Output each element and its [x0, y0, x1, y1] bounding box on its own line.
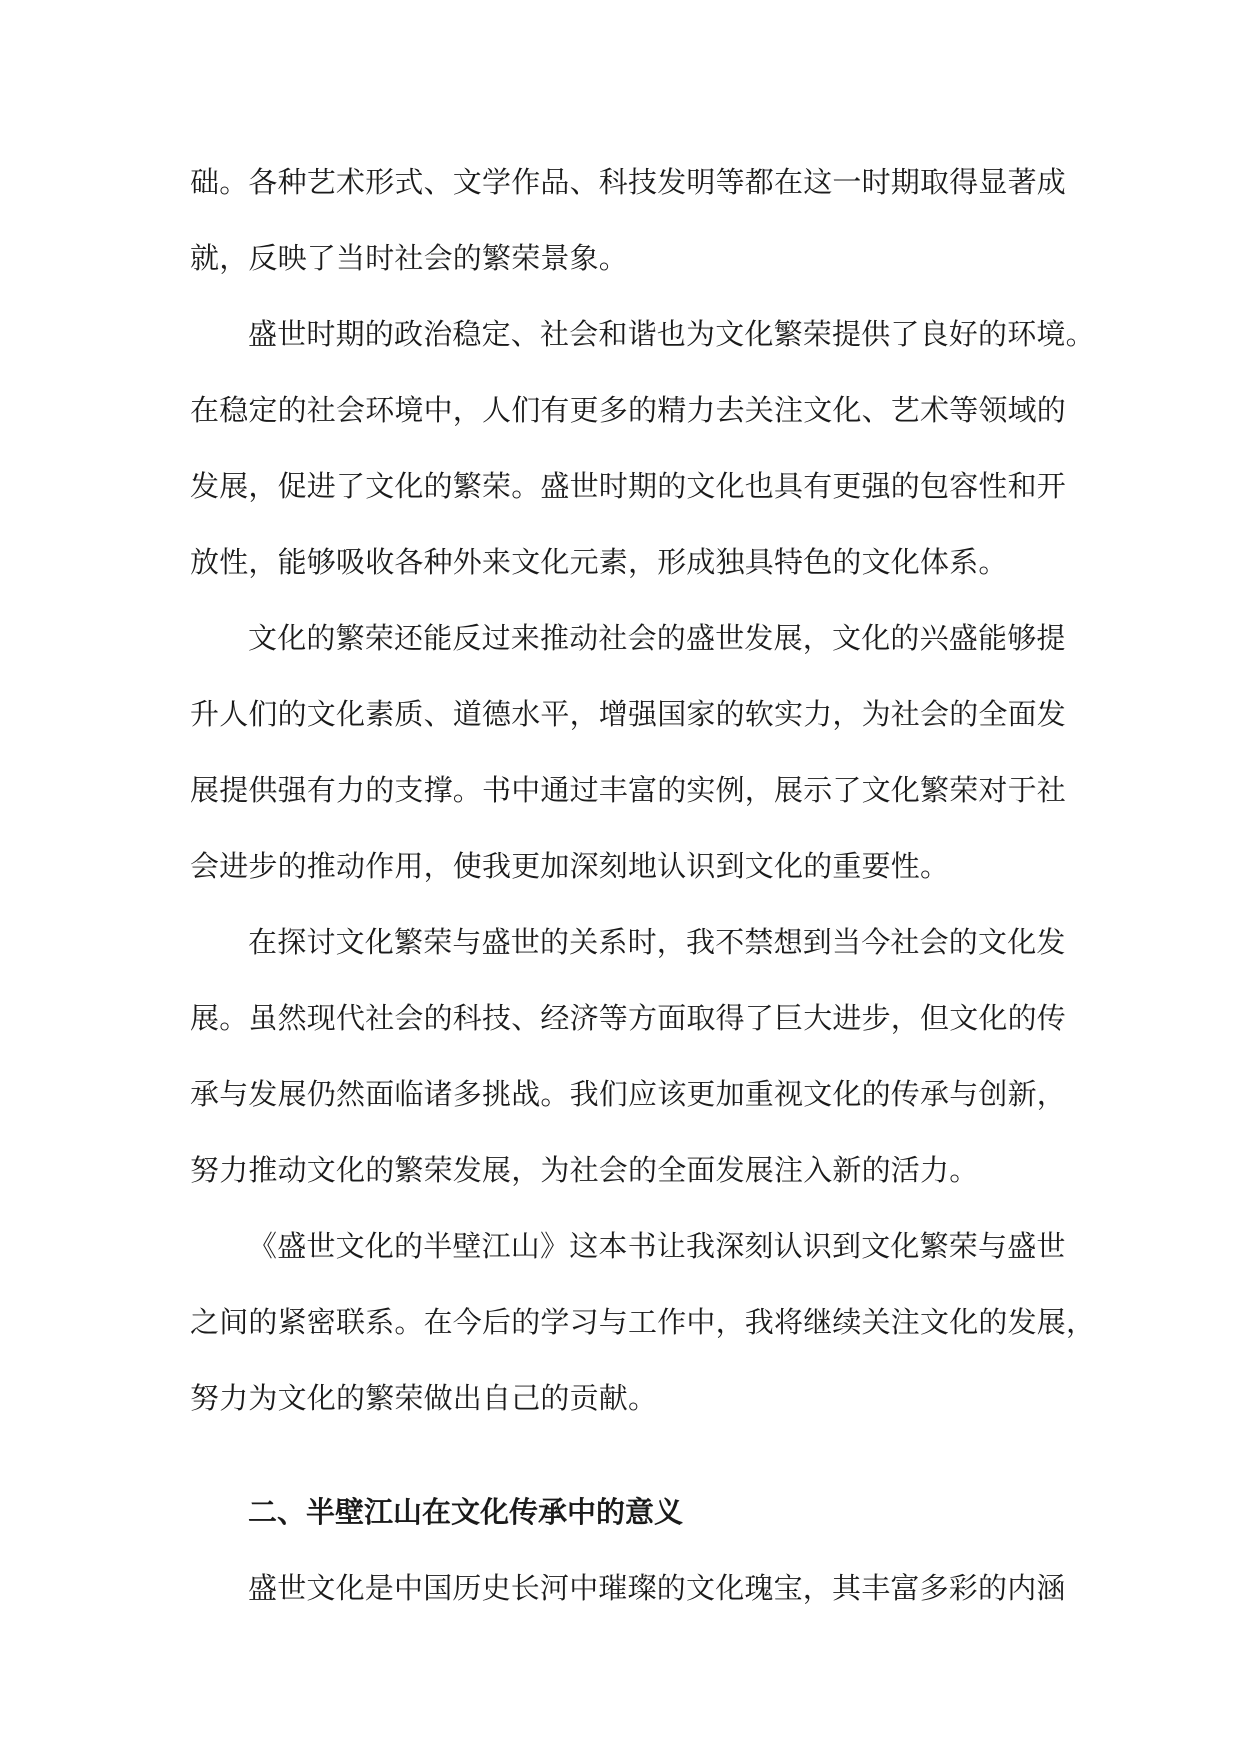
- text-line: 努力推动文化的繁荣发展，为社会的全面发展注入新的活力。: [190, 1153, 979, 1187]
- text-line: 发展，促进了文化的繁荣。盛世时期的文化也具有更强的包容性和开: [190, 469, 1067, 503]
- text-line: 在探讨文化繁荣与盛世的关系时，我不禁想到当今社会的文化发: [248, 925, 1066, 959]
- paragraph: [190, 144, 1067, 296]
- text-line: 在稳定的社会环境中，人们有更多的精力去关注文化、艺术等领域的: [190, 393, 1067, 427]
- text-line: 《盛世文化的半壁江山》这本书让我深刻认识到文化繁荣与盛世: [248, 1229, 1066, 1263]
- text-line: 就，反映了当时社会的繁荣景象。: [190, 241, 629, 275]
- text-line: 础。各种艺术形式、文学作品、科技发明等都在这一时期取得显著成: [190, 165, 1067, 199]
- paragraph: [190, 600, 1067, 904]
- text-line: 之间的紧密联系。在今后的学习与工作中，我将继续关注文化的发展，: [190, 1305, 1096, 1339]
- text-line: 文化的繁荣还能反过来推动社会的盛世发展，文化的兴盛能够提: [248, 621, 1066, 655]
- document-body: [190, 144, 1096, 1626]
- text-line: 盛世文化是中国历史长河中璀璨的文化瑰宝，其丰富多彩的内涵: [248, 1571, 1066, 1605]
- text-line: 盛世时期的政治稳定、社会和谐也为文化繁荣提供了良好的环境。: [248, 317, 1095, 351]
- text-line: 承与发展仍然面临诸多挑战。我们应该更加重视文化的传承与创新，: [190, 1077, 1067, 1111]
- text-line: 展。虽然现代社会的科技、经济等方面取得了巨大进步，但文化的传: [190, 1001, 1067, 1035]
- paragraph: [190, 1208, 1096, 1436]
- text-line: 展提供强有力的支撑。书中通过丰富的实例，展示了文化繁荣对于社: [190, 773, 1067, 807]
- text-line: 努力为文化的繁荣做出自己的贡献。: [190, 1381, 658, 1415]
- text-line: 升人们的文化素质、道德水平，增强国家的软实力，为社会的全面发: [190, 697, 1067, 731]
- section-heading: 二、半壁江山在文化传承中的意义: [248, 1495, 684, 1529]
- text-line: 会进步的推动作用，使我更加深刻地认识到文化的重要性。: [190, 849, 950, 883]
- text-line: 放性，能够吸收各种外来文化元素，形成独具特色的文化体系。: [190, 545, 1008, 579]
- paragraph: [190, 296, 1095, 600]
- paragraph: [190, 904, 1067, 1208]
